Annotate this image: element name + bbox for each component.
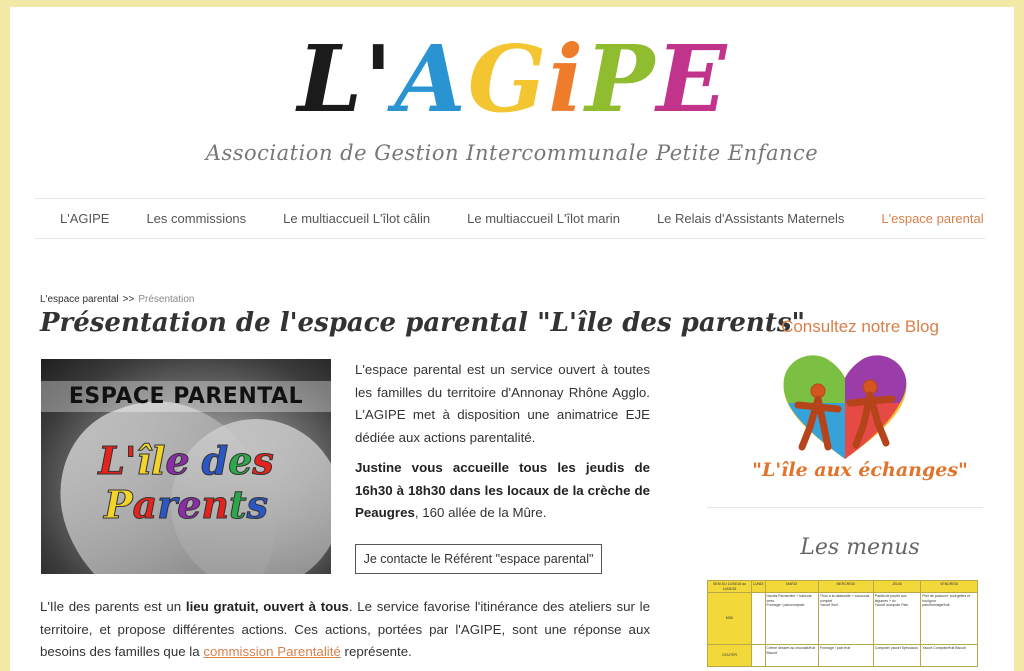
nav-item-4[interactable]: Le multiaccueil L'îlot marin xyxy=(467,211,620,226)
menu-cell: Paella de poulet aux légumes + riz Yaourt /compote Pain xyxy=(873,593,920,645)
blog-caption[interactable]: "L'île aux échanges" xyxy=(752,459,968,481)
schedule-bold: Justine vous accueille tous les jeudis de 16h30 à 18h30 dans les locaux de la crèche de Peaugres xyxy=(355,460,650,520)
menu-header-cell: MARDI xyxy=(765,581,818,593)
body-bold: lieu gratuit, ouvert à tous xyxy=(185,599,349,614)
hero-subtitle xyxy=(41,439,331,527)
logo-letter: G xyxy=(467,25,547,133)
menu-cell: Filet de poisson+ courgettes et boulgour pain/fromage/fruit xyxy=(921,593,978,645)
hero-subtitle-letter: s xyxy=(246,482,269,527)
main-navigation xyxy=(35,198,985,239)
hero-subtitle-letter: P xyxy=(103,482,133,527)
hero-title: ESPACE PARENTAL xyxy=(41,381,331,412)
menu-header-cell: LUNDI xyxy=(752,581,766,593)
menu-table-header xyxy=(708,581,978,593)
page-title: Présentation de l'espace parental "L'île des parents" xyxy=(40,308,806,338)
menu-table-body xyxy=(708,593,978,667)
hero-subtitle-letter: e xyxy=(228,438,253,483)
breadcrumb-parent-link[interactable]: L'espace parental xyxy=(40,294,119,305)
menu-cell: Yaourt Compote/fruit Biscuit xyxy=(921,645,978,667)
espace-parental-image xyxy=(41,359,331,574)
logo-letter: i xyxy=(548,25,584,133)
menu-row xyxy=(708,645,978,667)
hero-subtitle-letter: L xyxy=(98,438,125,483)
menu-header-cell: SEM DU 11/06/18 au 14/06/18 xyxy=(708,581,752,593)
schedule-paragraph xyxy=(355,457,650,525)
menu-header-cell: VENDREDI xyxy=(921,581,978,593)
sidebar-divider xyxy=(707,507,983,508)
menu-row-label: MIDI xyxy=(708,593,752,645)
breadcrumb-separator: >> xyxy=(122,294,135,305)
body-text-3: représente. xyxy=(340,644,412,659)
nav-item-1[interactable]: L'AGIPE xyxy=(60,211,110,226)
hero-subtitle-letter: t xyxy=(229,482,247,527)
menu-header-cell: JEUDI xyxy=(873,581,920,593)
menu-row xyxy=(708,593,978,645)
menu-cell xyxy=(752,593,766,645)
menu-cell: Crème dessert au chocolat/fruit Biscuit xyxy=(765,645,818,667)
contact-referent-button[interactable]: Je contacte le Référent "espace parental" xyxy=(355,544,602,574)
menu-cell: Compote/ yaourt Spéculoos xyxy=(873,645,920,667)
intro-text xyxy=(355,359,650,533)
nav-item-5[interactable]: Le Relais d'Assistants Maternels xyxy=(656,211,845,226)
menu-header-cell: MERCREDI xyxy=(818,581,873,593)
body-paragraph xyxy=(40,596,650,664)
menu-cell: Hachis Parmentier + haricots verts Fromage / pain/compote xyxy=(765,593,818,645)
menu-table[interactable] xyxy=(707,580,978,667)
schedule-address: , 160 allée de la Mûre. xyxy=(414,505,547,520)
menu-row-label: GOUTER xyxy=(708,645,752,667)
hero-subtitle-letter: d xyxy=(201,438,229,483)
menus-widget-title: Les menus xyxy=(800,535,920,560)
body-text-2: . Le service favorise l'itinérance des ateliers sur le territoire, et propose différentes actions. Ces actions, portées par l'AGIPE, sont une réponse aux besoins des familles que la xyxy=(40,599,650,659)
hero-subtitle-letter: s xyxy=(252,438,274,483)
commission-parentalite-link[interactable]: commission Parentalité xyxy=(203,644,341,659)
nav-item-2[interactable]: Les commissions xyxy=(146,211,247,226)
nav-item-6[interactable]: L'espace parental xyxy=(881,211,984,226)
breadcrumb-current: Présentation xyxy=(138,294,195,305)
hero-subtitle-letter: r xyxy=(157,482,178,527)
logo-wordmark xyxy=(297,25,727,133)
blog-widget-title[interactable]: Consultez notre Blog xyxy=(781,317,939,336)
hero-subtitle-letter: a xyxy=(132,482,158,527)
hero-subtitle-letter: ' xyxy=(124,438,137,483)
logo-letter: ' xyxy=(364,25,393,133)
hero-subtitle-letter: e xyxy=(177,482,202,527)
logo-letter: A xyxy=(394,25,466,133)
blog-heart-puzzle-icon[interactable] xyxy=(780,347,910,462)
site-logo[interactable] xyxy=(10,25,1014,139)
menu-cell xyxy=(752,645,766,667)
logo-letter: L xyxy=(297,25,363,133)
menu-cell: Fromage / pain fruit xyxy=(818,645,873,667)
hero-subtitle-letter: l xyxy=(151,438,166,483)
menu-cell: Thon à la ratatouille + couscous complet Yaourt /fruit xyxy=(818,593,873,645)
hero-subtitle-line-2 xyxy=(41,483,331,527)
logo-letter: P xyxy=(585,25,655,133)
hero-subtitle-letter: n xyxy=(201,482,230,527)
logo-letter: E xyxy=(656,25,727,133)
intro-paragraph: L'espace parental est un service ouvert à toutes les familles du territoire d'Annonay Rhône Agglo. L'AGIPE met à disposition une animatrice EJE dédiée aux actions parentalité. xyxy=(355,362,650,445)
site-tagline: Association de Gestion Intercommunale Petite Enfance xyxy=(205,141,819,165)
body-text-1: L'Ile des parents est un xyxy=(40,599,186,614)
hero-subtitle-letter: î xyxy=(136,438,151,483)
page xyxy=(10,7,1014,671)
nav-item-3[interactable]: Le multiaccueil L'îlot câlin xyxy=(283,211,431,226)
hero-subtitle-line-1 xyxy=(41,439,331,483)
breadcrumb xyxy=(40,294,194,305)
hero-subtitle-letter: e xyxy=(165,438,190,483)
